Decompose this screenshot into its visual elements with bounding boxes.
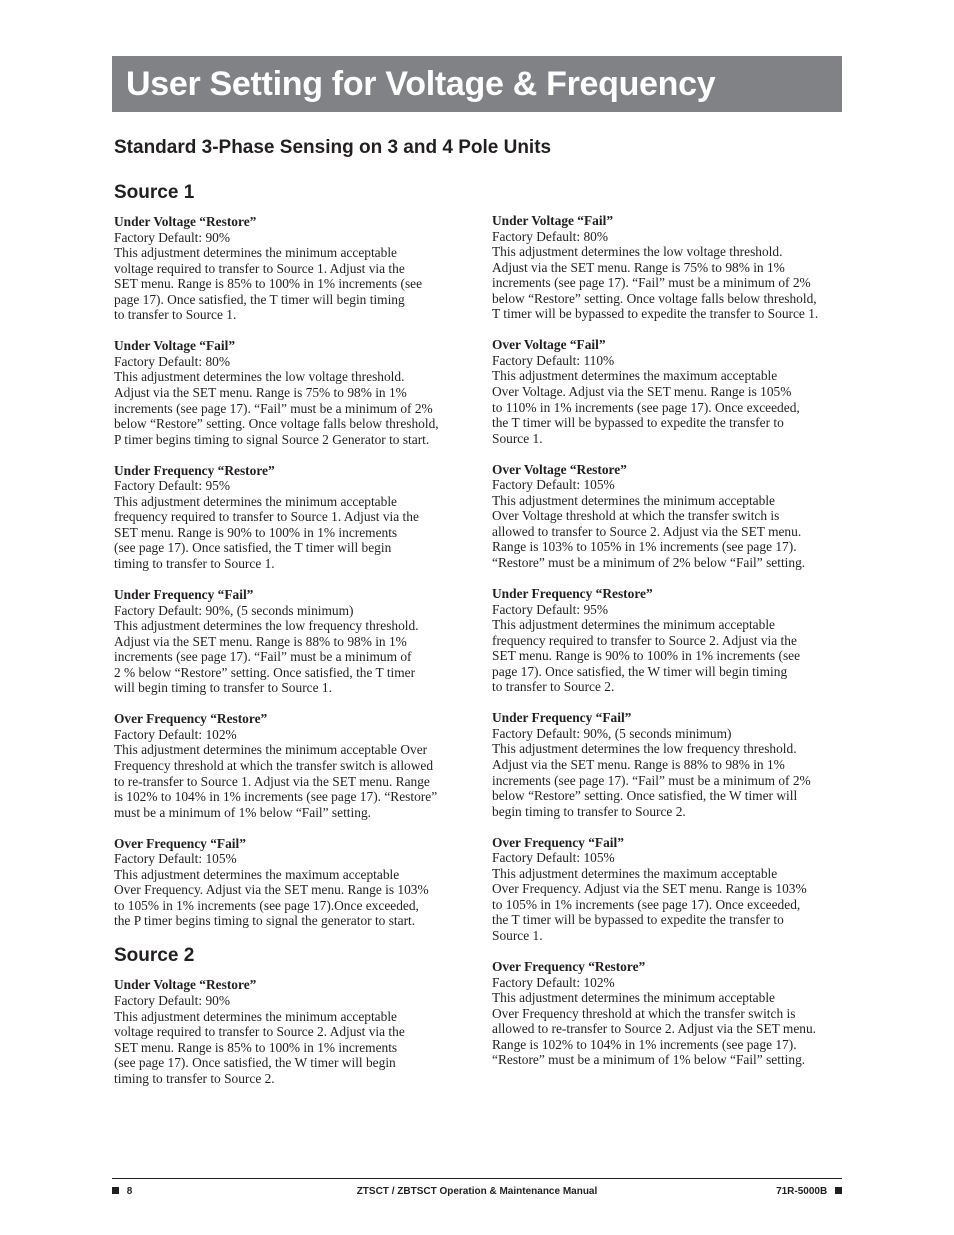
square-bullet-icon: [835, 1187, 842, 1194]
footer-rule: [112, 1178, 842, 1179]
left-column: [114, 181, 464, 1102]
footer-page-number: 8: [126, 1186, 133, 1197]
setting-title: Under Frequency “Fail”: [492, 710, 632, 726]
setting-description: Factory Default: 110% This adjustment determines the maximum acceptable Over Voltage. Adjust via the SET menu. Range is 105% to 110% in 1% increments (see page 17). Once exceeded, the T timer will be bypassed to expedite the transfer to Source 1.: [492, 352, 800, 446]
setting-title: Over Frequency “Restore”: [492, 958, 646, 974]
setting-entry: [114, 214, 464, 323]
setting-title: Under Voltage “Fail”: [492, 213, 614, 228]
page-title: User Setting for Voltage & Frequency: [126, 64, 716, 103]
setting-description: Factory Default: 90% This adjustment determines the minimum acceptable voltage required to transfer to Source 1. Adjust via the SET menu. Range is 85% to 100% in 1% increments (see page 17). Once satisfied, the T timer will begin timing to transfer to Source 1.: [114, 229, 423, 323]
source-2-right-entries: [492, 213, 842, 1068]
setting-entry: [492, 835, 842, 944]
setting-description: Factory Default: 105% This adjustment determines the maximum acceptable Over Frequency. Adjust via the SET menu. Range is 103% to 105% in 1% increments (see page 17). Once exceeded, the T timer will be bypassed to expedite the transfer to Source 1.: [492, 850, 807, 943]
setting-title: Under Frequency “Restore”: [492, 585, 653, 601]
setting-title: Under Voltage “Fail”: [114, 338, 236, 354]
setting-entry: [492, 213, 842, 322]
setting-title: Over Frequency “Fail”: [114, 835, 246, 851]
setting-title: Over Voltage “Fail”: [492, 337, 606, 353]
footer-doc-number-group: [776, 1186, 842, 1197]
title-banner: [112, 56, 842, 112]
footer-doc-number: 71R-5000B: [776, 1186, 828, 1197]
source-2-heading: Source 2: [114, 945, 195, 967]
setting-title: Over Frequency “Restore”: [114, 711, 268, 727]
setting-description: Factory Default: 90%, (5 seconds minimum) This adjustment determines the low frequency threshold. Adjust via the SET menu. Range is 88% to 98% in 1% increments (see page 17). “Fail” must be a minimum of 2 % below “Restore” setting. Once satisfied, the T timer will begin timing to transfer to Source 1.: [114, 602, 419, 696]
setting-description: Factory Default: 102% This adjustment determines the minimum acceptable Over Frequency threshold at which the transfer switch is allowed to re-transfer to Source 1. Adjust via the SET menu. Range is 102% to 104% in 1% increments (see page 17). “Restore” must be a minimum of 1% below “Fail” setting.: [114, 726, 438, 820]
setting-description: Factory Default: 95% This adjustment determines the minimum acceptable frequency required to transfer to Source 2. Adjust via the SET menu. Range is 90% to 100% in 1% increments (see page 17). Once satisfied, the W timer will begin timing to transfer to Source 2.: [492, 601, 801, 695]
setting-description: Factory Default: 102% This adjustment determines the minimum acceptable Over Frequency threshold at which the transfer switch is allowed to re-transfer to Source 2. Adjust via the SET menu. Range is 102% to 104% in 1% increments (see page 17). “Restore” must be a minimum of 1% below “Fail” setting.: [492, 974, 817, 1068]
setting-entry: [114, 977, 464, 1086]
setting-entry: [114, 463, 464, 572]
setting-entry: [492, 959, 842, 1068]
setting-entry: [492, 337, 842, 446]
setting-title: Over Frequency “Fail”: [492, 834, 624, 850]
section-subtitle: Standard 3-Phase Sensing on 3 and 4 Pole Units: [114, 137, 552, 158]
setting-entry: [114, 587, 464, 696]
setting-description: Factory Default: 90% This adjustment determines the minimum acceptable voltage required to transfer to Source 2. Adjust via the SET menu. Range is 85% to 100% in 1% increments (see page 17). Once satisfied, the W timer will begin timing to transfer to Source 2.: [114, 992, 405, 1086]
setting-entry: [114, 338, 464, 447]
setting-description: Factory Default: 80% This adjustment determines the low voltage threshold. Adjust via the SET menu. Range is 75% to 98% in 1% increments (see page 17). “Fail” must be a minimum of 2% below “Restore” setting. Once voltage falls below threshold, P timer begins timing to signal Source 2 Generator to start.: [114, 353, 439, 447]
setting-entry: [114, 711, 464, 820]
setting-description: Factory Default: 80% This adjustment determines the low voltage threshold. Adjust via the SET menu. Range is 75% to 98% in 1% increments (see page 17). “Fail” must be a minimum of 2% below “Restore” setting. Once voltage falls below threshold, T timer will be bypassed to expedite the transfer to Source 1.: [492, 228, 819, 322]
setting-description: Factory Default: 90%, (5 seconds minimum) This adjustment determines the low frequency threshold. Adjust via the SET menu. Range is 88% to 98% in 1% increments (see page 17). “Fail” must be a minimum of 2% below “Restore” setting. Once satisfied, the W timer will begin timing to transfer to Source 2.: [492, 725, 811, 819]
setting-title: Under Frequency “Restore”: [114, 462, 275, 478]
setting-title: Under Frequency “Fail”: [114, 586, 254, 602]
setting-title: Under Voltage “Restore”: [114, 214, 257, 229]
source-1-heading: Source 1: [114, 182, 195, 203]
source-1-entries: [114, 214, 464, 929]
footer-manual-title: ZTSCT / ZBTSCT Operation & Maintenance Manual: [356, 1186, 598, 1197]
setting-entry: [114, 836, 464, 929]
setting-title: Over Voltage “Restore”: [492, 461, 627, 477]
setting-description: Factory Default: 105% This adjustment determines the minimum acceptable Over Voltage threshold at which the transfer switch is allowed to transfer to Source 2. Adjust via the SET menu. Range is 103% to 105% in 1% increments (see page 17). “Restore” must be a minimum of 2% below “Fail” setting.: [492, 477, 806, 570]
setting-entry: [492, 462, 842, 571]
setting-title: Under Voltage “Restore”: [114, 977, 257, 993]
source-2-left-entries: [114, 977, 464, 1086]
right-column: [492, 213, 842, 1083]
setting-description: Factory Default: 95% This adjustment determines the minimum acceptable frequency required to transfer to Source 1. Adjust via the SET menu. Range is 90% to 100% in 1% increments (see page 17). Once satisfied, the T timer will begin timing to transfer to Source 1.: [114, 478, 419, 571]
setting-description: Factory Default: 105% This adjustment determines the maximum acceptable Over Frequency. Adjust via the SET menu. Range is 103% to 105% in 1% increments (see page 17).Once exceeded, the P timer begins timing to signal the generator to start.: [114, 851, 429, 929]
setting-entry: [492, 710, 842, 819]
page-footer: [112, 1186, 842, 1200]
setting-entry: [492, 586, 842, 695]
